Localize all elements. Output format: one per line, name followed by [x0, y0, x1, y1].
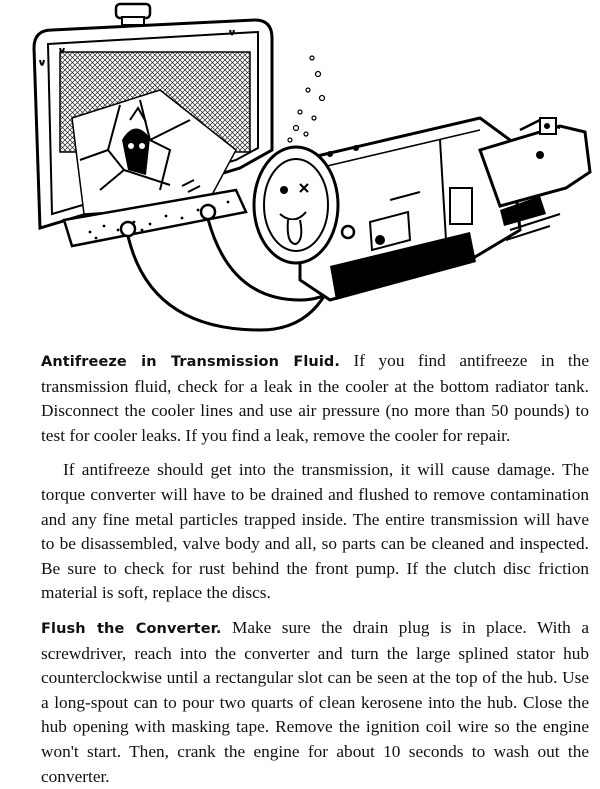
cooler-fitting — [342, 226, 354, 238]
paragraph-body: If you find antifreeze in the transmission fluid, check for a leak in the cooler at the bottom radiator tank. Disconnect the cooler lines and use air pressure (no more than 50 pounds) to test for cooler leaks. If you find a leak, remove the cooler for repair. — [41, 351, 589, 445]
section-heading: Flush the Converter. — [41, 620, 222, 637]
article-text — [41, 349, 589, 789]
section-heading: Antifreeze in Transmission Fluid. — [41, 354, 340, 370]
paragraph-body: If antifreeze should get into the transmission, it will cause damage. The torque converter will have to be drained and flushed to remove contamination and any fine metal particles trapped inside. The entire transmission will have to be disassembled, valve body and all, so parts can be cleaned and inspected. Be sure to check for rust behind the front pump. If the clutch disc friction material is soft, replace the discs. — [41, 460, 589, 603]
paragraph-flush-converter — [41, 616, 589, 789]
radiator-cap — [116, 4, 150, 18]
paragraph-body: Make sure the drain plug is in place. With a screwdriver, reach into the converter and turn the large splined stator hub counterclockwise until a rectangular slot can be seen at the top of the hub. Use a long-spout can to pour two quarts of clean kerosene into the hub. Close the hub opening with masking tape. Remove the ignition coil wire so the engine won't start. Then, crank the engine for about 10 seconds to wash out the converter. — [41, 617, 589, 786]
paragraph-antifreeze — [41, 349, 589, 448]
cooler-fitting — [121, 222, 135, 236]
transmission — [254, 118, 590, 300]
bubbles — [288, 56, 325, 142]
cooler-fitting — [201, 205, 215, 219]
paragraph-damage — [41, 458, 589, 606]
radiator-transmission-illustration — [0, 0, 600, 345]
